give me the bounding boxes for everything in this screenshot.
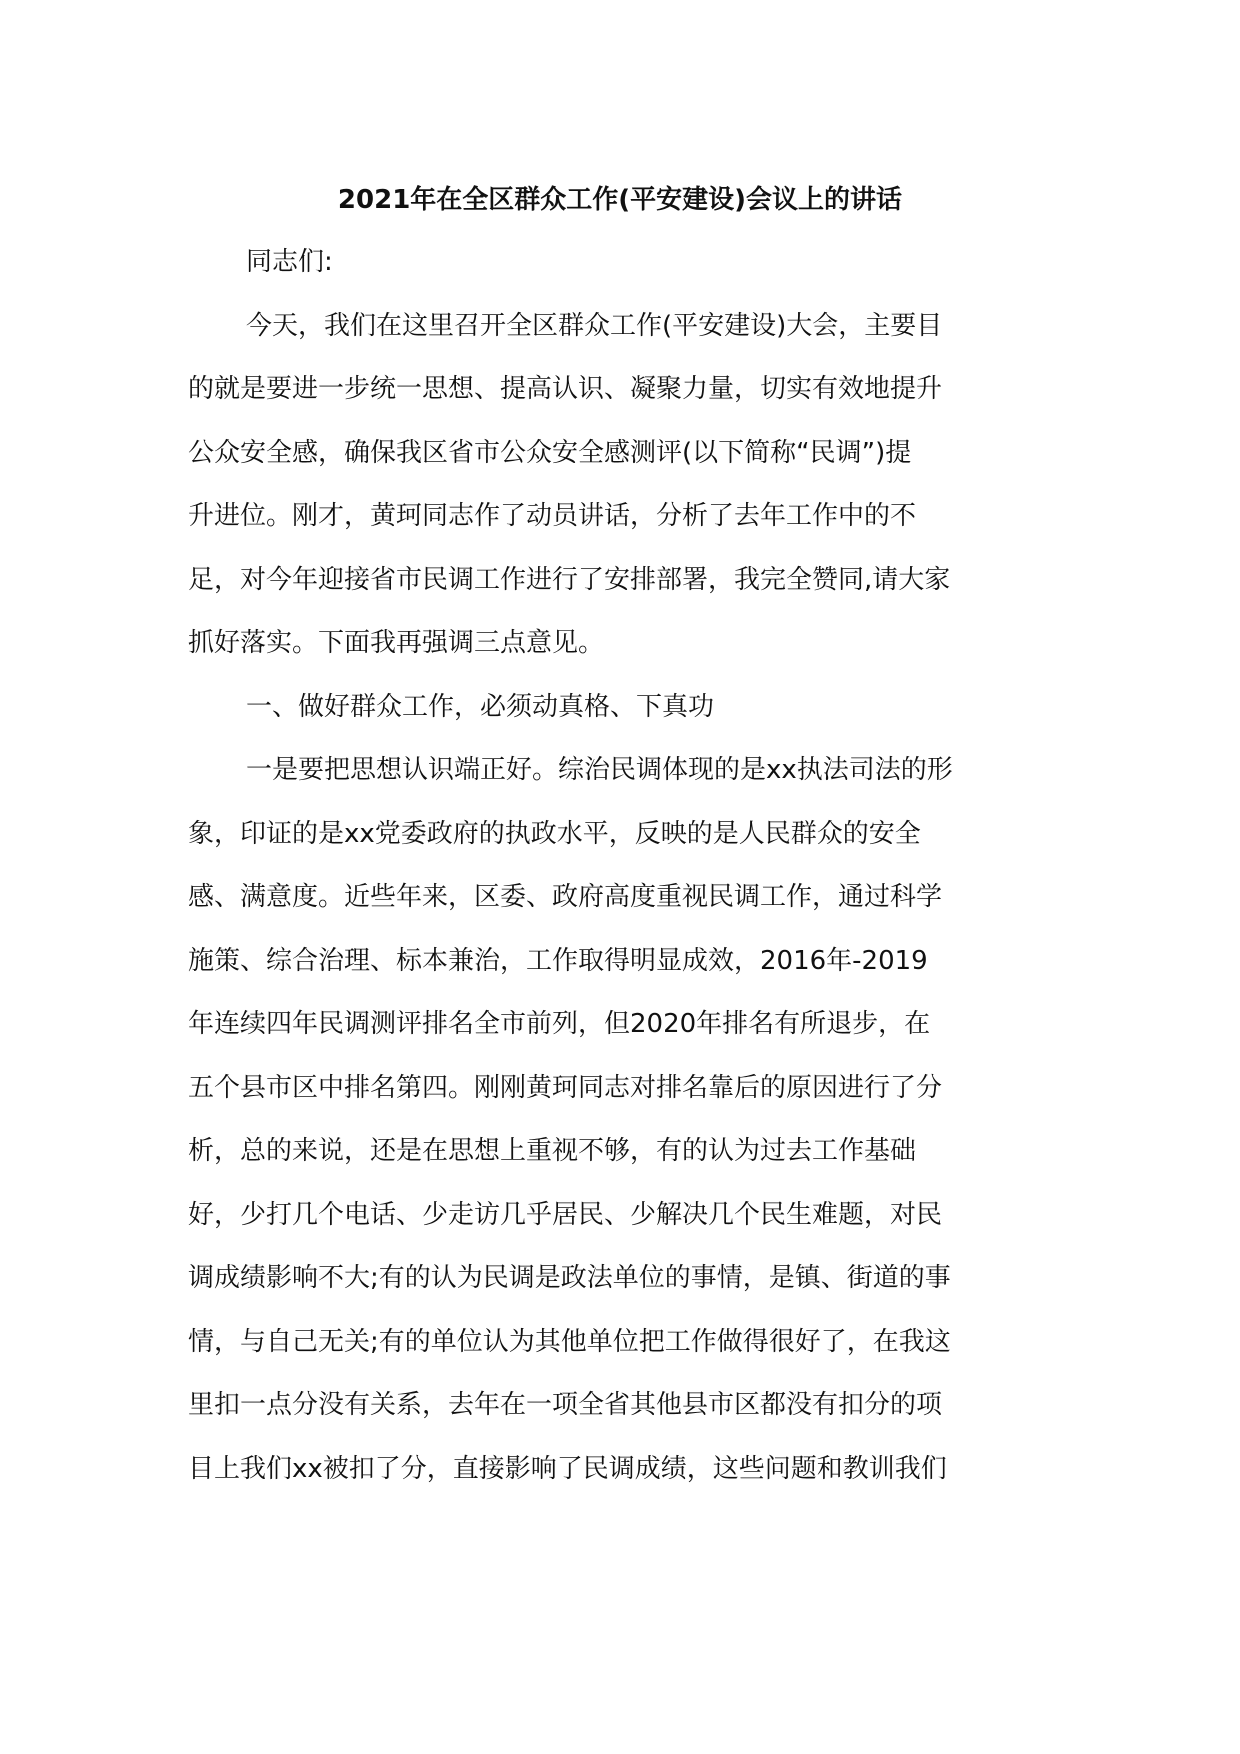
paragraph-line: 目上我们xx被扣了分，直接影响了民调成绩，这些问题和教训我们 [188,1454,947,1484]
section-heading: 一、做好群众工作，必须动真格、下真功 [246,692,715,722]
salutation: 同志们: [246,247,333,277]
paragraph-line: 感、满意度。近些年来，区委、政府高度重视民调工作，通过科学 [188,882,943,912]
paragraph-line: 象，印证的是xx党委政府的执政水平，反映的是人民群众的安全 [188,819,921,849]
paragraph-line: 升进位。刚才，黄珂同志作了动员讲话，分析了去年工作中的不 [188,501,917,531]
paragraph-line: 调成绩影响不大;有的认为民调是政法单位的事情，是镇、街道的事 [188,1263,951,1293]
paragraph-line: 好，少打几个电话、少走访几乎居民、少解决几个民生难题，对民 [188,1200,943,1230]
paragraph-line: 的就是要进一步统一思想、提高认识、凝聚力量，切实有效地提升 [188,374,943,404]
paragraph-line: 公众安全感，确保我区省市公众安全感测评(以下简称“民调”)提 [188,438,912,468]
paragraph-line: 今天，我们在这里召开全区群众工作(平安建设)大会，主要目 [246,311,943,341]
paragraph-line: 情，与自己无关;有的单位认为其他单位把工作做得很好了，在我这 [188,1327,951,1357]
paragraph-line: 抓好落实。下面我再强调三点意见。 [188,628,605,658]
paragraph-line: 施策、综合治理、标本兼治，工作取得明显成效，2016年-2019 [188,946,928,976]
paragraph-line: 里扣一点分没有关系，去年在一项全省其他县市区都没有扣分的项 [188,1390,943,1420]
paragraph-line: 五个县市区中排名第四。刚刚黄珂同志对排名靠后的原因进行了分 [188,1073,943,1103]
document-title: 2021年在全区群众工作(平安建设)会议上的讲话 [337,185,903,215]
paragraph-line: 年连续四年民调测评排名全市前列，但2020年排名有所退步，在 [188,1009,931,1039]
paragraph-line: 足，对今年迎接省市民调工作进行了安排部署，我完全赞同,请大家 [188,565,951,595]
paragraph-line: 析，总的来说，还是在思想上重视不够，有的认为过去工作基础 [188,1136,917,1166]
paragraph-line: 一是要把思想认识端正好。综治民调体现的是xx执法司法的形 [246,755,953,785]
